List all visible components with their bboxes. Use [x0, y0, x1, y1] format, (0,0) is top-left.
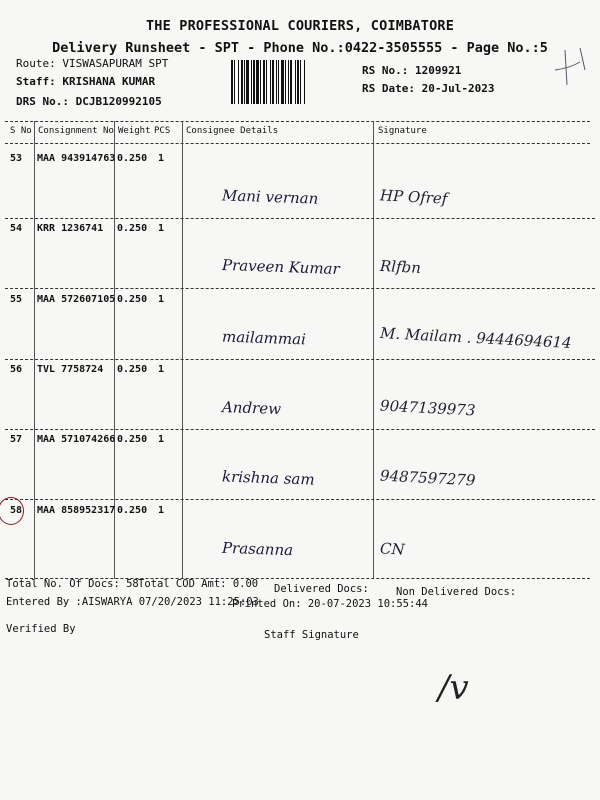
- row-sno: 57: [10, 434, 23, 445]
- col-consignee-details: Consignee Details: [186, 126, 279, 136]
- col-divider: [182, 121, 183, 579]
- col-divider: [34, 121, 35, 579]
- table-top-rule: [5, 121, 590, 122]
- printed-on: Printed On: 20-07-2023 10:55:44: [232, 598, 428, 610]
- row-weight: 0.250: [117, 434, 148, 445]
- row-sno: 54: [10, 223, 23, 234]
- row-consignment: KRR 1236741: [37, 223, 104, 234]
- staff-label: Staff: KRISHANA KUMAR: [16, 75, 156, 88]
- signature-handwritten: HP Ofref: [379, 186, 448, 208]
- row-weight: 0.250: [117, 364, 148, 375]
- consignee-name-handwritten: krishna sam: [221, 467, 315, 489]
- row-consignment: MAA 858952317: [37, 505, 116, 516]
- row-weight: 0.250: [117, 294, 148, 305]
- signature-handwritten: 9047139973: [379, 396, 476, 420]
- row-weight: 0.250: [117, 505, 148, 516]
- row-weight: 0.250: [117, 223, 148, 234]
- row-pcs: 1: [158, 434, 165, 445]
- row-sno: 56: [10, 364, 23, 375]
- row-divider: [5, 288, 595, 289]
- drs-number: DRS No.: DCJB120992105: [16, 95, 162, 108]
- verified-by: Verified By: [6, 623, 76, 635]
- signature-handwritten: CN: [379, 539, 406, 559]
- row-sno: 53: [10, 153, 23, 164]
- consignee-name-handwritten: Prasanna: [221, 538, 294, 560]
- total-cod: Total COD Amt: 0.00: [138, 578, 259, 590]
- signature-handwritten: Rlfbn: [379, 256, 422, 278]
- row-number-circle: [0, 497, 24, 525]
- row-consignment: TVL 7758724: [37, 364, 104, 375]
- signature-handwritten: 9487597279: [379, 466, 476, 490]
- col-signature: Signature: [378, 126, 427, 136]
- row-consignment: MAA 572607105: [37, 294, 116, 305]
- row-divider: [5, 499, 595, 500]
- consignee-name-handwritten: Praveen Kumar: [221, 255, 341, 279]
- consignee-name-handwritten: mailammai: [221, 327, 307, 349]
- col-consignment: Consignment No: [38, 126, 114, 136]
- corner-scribble: [545, 40, 595, 90]
- header-rule: [5, 143, 590, 144]
- row-weight: 0.250: [117, 153, 148, 164]
- row-pcs: 1: [158, 364, 165, 375]
- row-pcs: 1: [158, 223, 165, 234]
- row-divider: [5, 359, 595, 360]
- col-pcs: PCS: [154, 126, 171, 136]
- row-divider: [5, 429, 595, 430]
- entered-by: Entered By :AISWARYA 07/20/2023 11:25:03: [6, 596, 259, 608]
- col-divider: [373, 121, 374, 579]
- delivered-docs: Delivered Docs:: [274, 583, 369, 595]
- rs-date: RS Date: 20-Jul-2023: [362, 82, 495, 95]
- route-label: Route: VISWASAPURAM SPT: [16, 57, 169, 70]
- row-divider: [5, 218, 595, 219]
- page-mark: /v: [438, 668, 469, 708]
- barcode-image: [231, 60, 357, 104]
- row-pcs: 1: [158, 505, 165, 516]
- col-weight: Weight: [118, 126, 151, 136]
- row-sno: 55: [10, 294, 23, 305]
- consignee-name-handwritten: Andrew: [221, 397, 282, 419]
- row-sno: 58: [10, 505, 23, 516]
- consignee-name-handwritten: Mani vernan: [221, 186, 319, 208]
- row-consignment: MAA 571074266: [37, 434, 116, 445]
- staff-signature-label: Staff Signature: [264, 629, 359, 641]
- signature-handwritten: M. Mailam . 9444694614: [379, 323, 573, 353]
- total-docs: Total No. Of Docs: 58: [6, 578, 139, 590]
- row-pcs: 1: [158, 153, 165, 164]
- rs-number: RS No.: 1209921: [362, 64, 462, 77]
- col-sno: S No: [10, 126, 32, 136]
- row-pcs: 1: [158, 294, 165, 305]
- row-consignment: MAA 943914763: [37, 153, 116, 164]
- runsheet-subtitle: Delivery Runsheet - SPT - Phone No.:0422-3505555 - Page No.:5: [52, 40, 548, 56]
- non-delivered-docs: Non Delivered Docs:: [396, 586, 517, 598]
- barcode-bar: [305, 60, 307, 104]
- company-title: THE PROFESSIONAL COURIERS, COIMBATORE: [145, 18, 455, 34]
